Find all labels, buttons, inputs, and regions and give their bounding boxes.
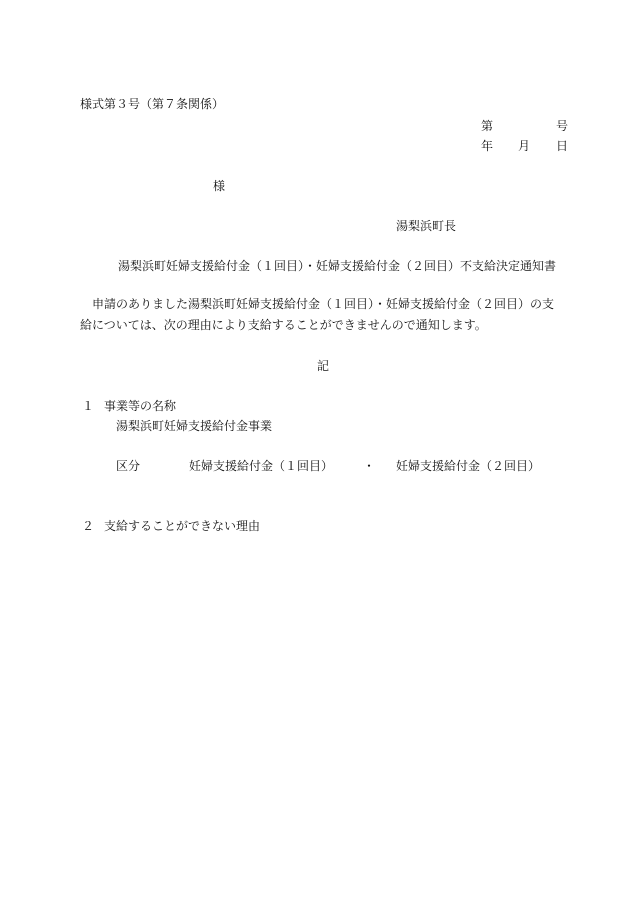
category-option-2: 妊婦支援給付金（２回目） bbox=[396, 459, 541, 473]
recipient-honorific: 様 bbox=[213, 179, 226, 193]
section2-number: ２ bbox=[82, 519, 95, 533]
date-month: 月 bbox=[518, 139, 531, 153]
document-title: 湯梨浜町妊婦支援給付金（１回目）・妊婦支援給付金（２回目）不支給決定通知書 bbox=[118, 259, 557, 273]
form-label: 様式第３号（第７条関係） bbox=[80, 97, 225, 111]
number-prefix: 第 bbox=[481, 119, 494, 133]
sender-name: 湯梨浜町長 bbox=[396, 219, 457, 233]
category-option-1: 妊婦支援給付金（１回目） bbox=[189, 459, 334, 473]
body-paragraph-line2: 給については、次の理由により支給することができませんので通知します。 bbox=[80, 318, 487, 332]
category-separator: ・ bbox=[363, 459, 376, 473]
body-paragraph-line1: 申請のありました湯梨浜町妊婦支援給付金（１回目）・妊婦支援給付金（２回目）の支 bbox=[92, 297, 555, 311]
section1-heading: 事業等の名称 bbox=[104, 399, 177, 413]
section1-content: 湯梨浜町妊婦支援給付金事業 bbox=[116, 419, 273, 433]
number-suffix: 号 bbox=[556, 119, 569, 133]
date-day: 日 bbox=[556, 139, 569, 153]
ki-marker: 記 bbox=[317, 359, 330, 373]
section1-number: １ bbox=[82, 399, 95, 413]
section2-heading: 支給することができない理由 bbox=[104, 519, 261, 533]
category-label: 区分 bbox=[116, 459, 141, 473]
date-year: 年 bbox=[481, 139, 494, 153]
